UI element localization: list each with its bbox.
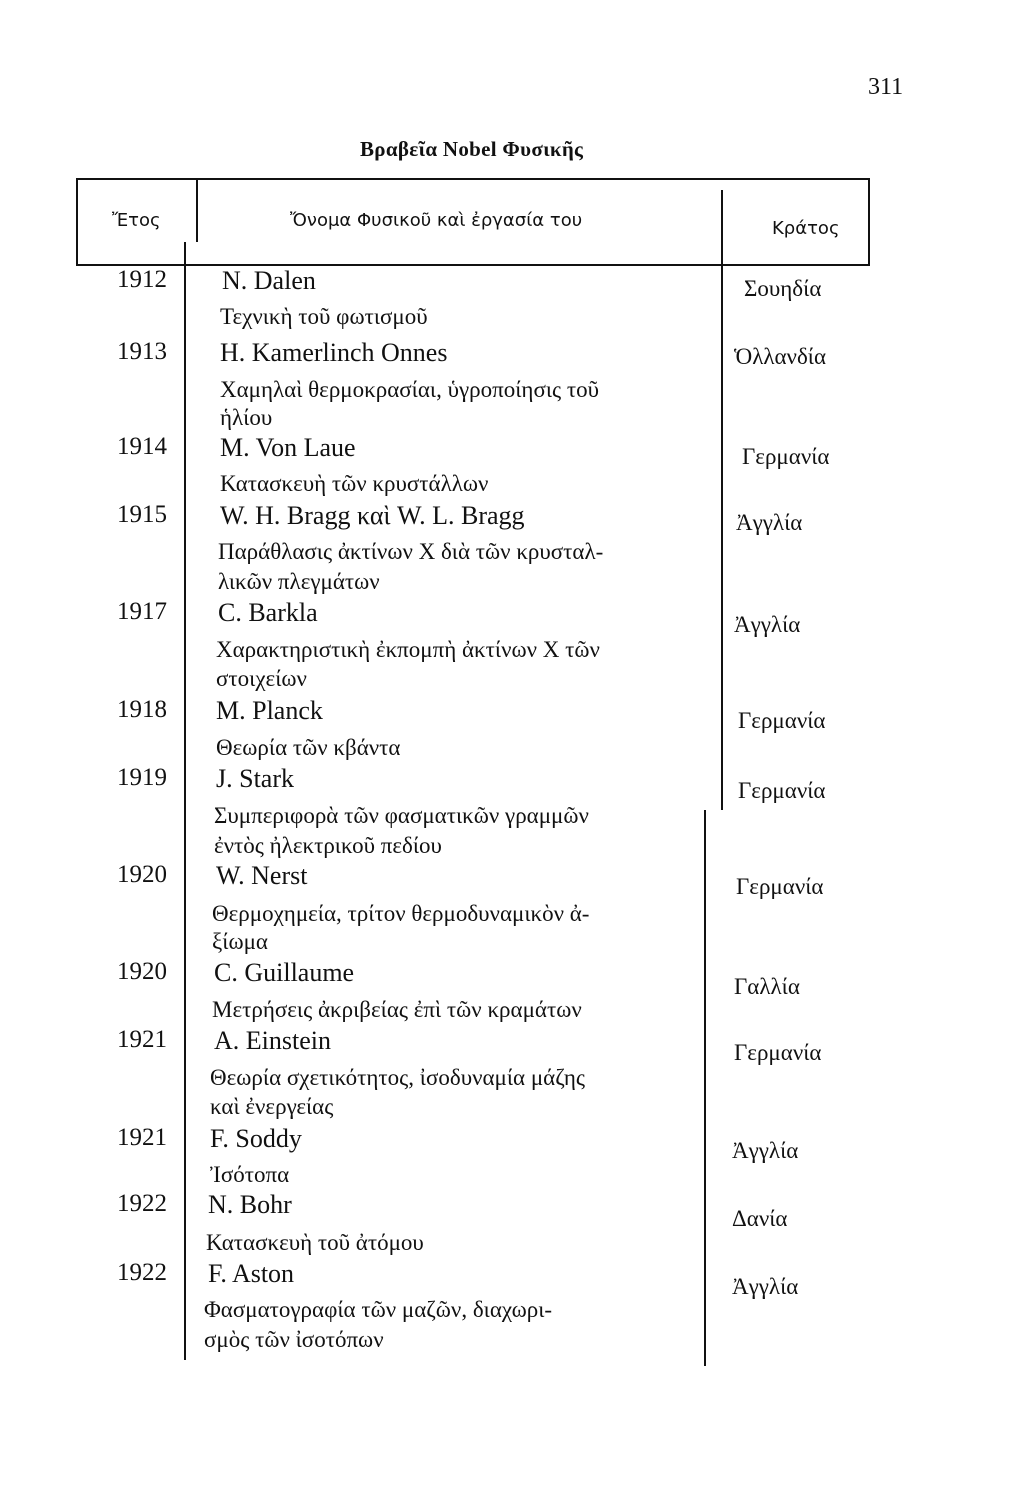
row-work: Φασματογραφία τῶν μαζῶν, διαχωρι-	[204, 1297, 553, 1322]
row-name: F. Aston	[208, 1259, 295, 1288]
row-name: C. Guillaume	[214, 958, 355, 987]
column-divider-2-body	[704, 810, 706, 1366]
row-name: N. Bohr	[208, 1190, 292, 1219]
row-year: 1920	[117, 861, 167, 888]
row-name: W. H. Bragg καὶ W. L. Bragg	[220, 501, 525, 530]
row-state: Γερμανία	[734, 1040, 822, 1065]
row-year: 1922	[117, 1259, 167, 1286]
row-work: καὶ ἐνεργείας	[210, 1094, 334, 1119]
row-state: Γερμανία	[736, 874, 824, 899]
row-work: Θερμοχημεία, τρίτον θερμοδυναμικὸν ἀ-	[212, 901, 590, 926]
row-name: M. Planck	[216, 696, 323, 725]
row-work: Θεωρία σχετικότητος, ἰσοδυναμία μάζης	[210, 1065, 585, 1090]
row-name: M. Von Laue	[220, 433, 356, 462]
row-state: Γερμανία	[742, 444, 830, 469]
row-year: 1920	[117, 958, 167, 985]
row-state: Σουηδία	[744, 276, 822, 301]
column-divider-1-body	[184, 242, 186, 1360]
row-state: Ἀγγλία	[732, 1138, 799, 1163]
row-work: Παράθλασις ἀκτίνων X διὰ τῶν κρυσταλ-	[218, 539, 604, 564]
table-left-rule	[76, 178, 78, 266]
row-work: Κατασκευὴ τοῦ ἀτόμου	[206, 1230, 424, 1255]
page-title: Βραβεῖα Nobel Φυσικῆς	[360, 137, 584, 161]
page-number: 311	[868, 74, 904, 100]
row-work: Συμπεριφορὰ τῶν φασματικῶν γραμμῶν	[214, 803, 589, 828]
row-year: 1913	[117, 338, 167, 365]
row-year: 1918	[117, 696, 167, 723]
row-name: F. Soddy	[210, 1124, 302, 1153]
row-state: Γερμανία	[738, 778, 826, 803]
row-state: Δανία	[732, 1206, 788, 1231]
header-year: Ἔτος	[112, 210, 161, 231]
row-year: 1921	[117, 1124, 167, 1151]
column-divider-2	[721, 190, 723, 810]
row-work: ἡλίου	[220, 405, 273, 430]
row-name: N. Dalen	[222, 266, 316, 295]
row-work: Μετρήσεις ἀκριβείας ἐπὶ τῶν κραμάτων	[212, 997, 582, 1022]
row-work: ἐντὸς ἠλεκτρικοῦ πεδίου	[214, 833, 442, 858]
row-name: W. Nerst	[216, 861, 308, 890]
row-work: Κατασκευὴ τῶν κρυστάλλων	[220, 471, 489, 496]
table-header-rule	[76, 264, 870, 266]
table-right-rule	[868, 178, 870, 266]
row-name: J. Stark	[216, 764, 294, 793]
row-work: σμὸς τῶν ἰσοτόπων	[204, 1327, 384, 1352]
row-year: 1915	[117, 501, 167, 528]
row-work: Τεχνικὴ τοῦ φωτισμοῦ	[220, 304, 428, 329]
row-work: Χαμηλαὶ θερμοκρασίαι, ὑγροποίησις τοῦ	[220, 377, 600, 402]
row-work: Θεωρία τῶν κβάντα	[216, 735, 401, 760]
row-work: Ἰσότοπα	[210, 1162, 290, 1187]
row-state: Ἀγγλία	[736, 510, 803, 535]
row-work: λικῶν πλεγμάτων	[218, 569, 380, 594]
header-state: Κράτος	[772, 218, 840, 239]
row-work: στοιχείων	[216, 666, 307, 691]
row-year: 1917	[117, 598, 167, 625]
row-year: 1922	[117, 1190, 167, 1217]
row-year: 1912	[117, 266, 167, 293]
row-work: Χαρακτηριστικὴ ἐκπομπὴ ἀκτίνων X τῶν	[216, 637, 600, 662]
row-year: 1921	[117, 1026, 167, 1053]
row-state: Ἀγγλία	[734, 612, 801, 637]
row-year: 1919	[117, 764, 167, 791]
row-state: Ὁλλανδία	[734, 344, 827, 369]
row-work: ξίωμα	[212, 929, 268, 954]
row-name: C. Barkla	[218, 598, 318, 627]
row-state: Γαλλία	[734, 974, 800, 999]
row-year: 1914	[117, 433, 167, 460]
header-name: Ὄνομα Φυσικοῦ καὶ ἐργασία του	[290, 210, 583, 231]
column-divider-1	[196, 180, 198, 242]
row-state: Γερμανία	[738, 708, 826, 733]
row-name: A. Einstein	[214, 1026, 331, 1055]
row-name: H. Kamerlinch Onnes	[220, 338, 448, 367]
row-state: Ἀγγλία	[732, 1274, 799, 1299]
